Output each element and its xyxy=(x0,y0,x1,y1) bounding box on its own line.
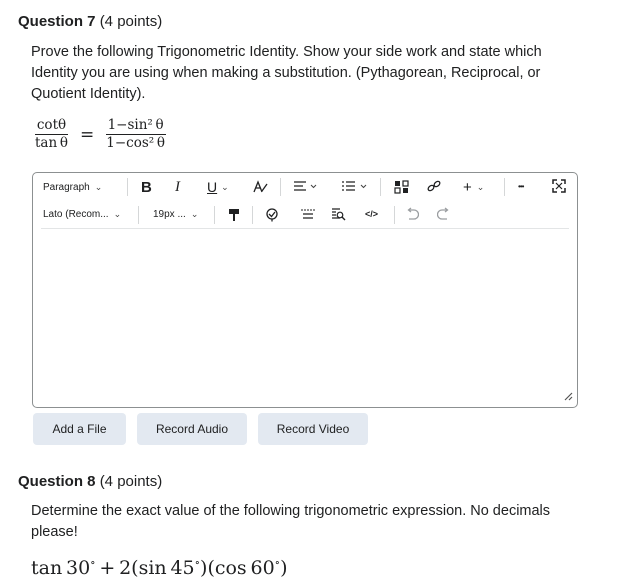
record-audio-button[interactable]: Record Audio xyxy=(137,413,247,445)
toolbar-divider xyxy=(280,178,281,196)
answer-editor[interactable] xyxy=(32,172,578,408)
question-7-prompt: Prove the following Trigonometric Identity. Show your side work and state which Identity you are using when making a substitution. (Pythagorean, Reciprocal, or Quotient Identity). xyxy=(31,44,542,102)
identity-left-denominator: tan θ xyxy=(35,135,68,151)
undo-icon[interactable] xyxy=(405,207,419,224)
degree-symbol: ∘ xyxy=(194,556,201,569)
format-painter-icon[interactable] xyxy=(228,208,240,225)
toolbar-divider xyxy=(252,206,253,224)
italic-button[interactable]: I xyxy=(175,179,180,195)
expression-part-3: )(cos 60 xyxy=(200,557,275,579)
chevron-down-icon: ⌄ xyxy=(190,209,199,219)
accessibility-checker-icon[interactable] xyxy=(265,208,279,225)
insert-stuff-button[interactable] xyxy=(463,179,484,196)
block-format-select[interactable] xyxy=(43,182,102,193)
font-family-value: Lato (Recom... xyxy=(43,209,109,220)
underline-label: U xyxy=(207,179,218,195)
more-actions-icon[interactable]: ••• xyxy=(518,182,524,191)
bold-button[interactable]: B xyxy=(141,179,152,196)
degree-symbol: ∘ xyxy=(90,556,96,569)
chevron-down-icon: ⌄ xyxy=(476,182,485,192)
toolbar-divider xyxy=(394,206,395,224)
font-family-select[interactable] xyxy=(43,209,121,220)
add-file-button[interactable]: Add a File xyxy=(33,413,126,445)
toolbar-bottom-border xyxy=(41,228,569,229)
expression-part-1: tan 30 xyxy=(31,557,91,579)
find-replace-icon[interactable] xyxy=(331,208,347,225)
block-format-value: Paragraph xyxy=(43,182,90,193)
chevron-down-icon: ⌄ xyxy=(94,182,103,192)
text-color-icon[interactable] xyxy=(252,180,268,197)
identity-right-numerator: 1−sin² θ xyxy=(107,117,164,133)
identity-equals: = xyxy=(80,124,95,145)
toolbar-divider xyxy=(214,206,215,224)
chevron-down-icon: ⌄ xyxy=(113,209,122,219)
question-7-points: (4 points) xyxy=(99,13,163,30)
font-size-value: 19px ... xyxy=(153,209,186,220)
question-7-title xyxy=(18,13,162,30)
identity-left-fraction xyxy=(33,118,70,151)
resize-handle-icon[interactable] xyxy=(563,391,573,404)
link-icon[interactable] xyxy=(426,179,442,196)
redo-icon[interactable] xyxy=(437,207,451,224)
identity-right-denominator: 1−cos² θ xyxy=(106,135,166,151)
toolbar-divider xyxy=(504,178,505,196)
fullscreen-icon[interactable] xyxy=(552,179,566,196)
insert-media-icon[interactable] xyxy=(394,180,410,197)
expression-part-4: ) xyxy=(280,557,288,579)
editor-content-area[interactable] xyxy=(41,233,569,389)
question-8-points: (4 points) xyxy=(99,473,163,490)
plus-icon: + xyxy=(463,179,472,196)
source-code-icon[interactable]: </> xyxy=(365,209,379,219)
underline-button[interactable] xyxy=(207,179,229,195)
toolbar-divider xyxy=(127,178,128,196)
chevron-down-icon: ⌄ xyxy=(221,181,229,192)
identity-left-numerator: cotθ xyxy=(36,117,67,133)
list-icon[interactable] xyxy=(342,181,370,196)
font-size-select[interactable] xyxy=(153,209,198,220)
align-icon[interactable] xyxy=(294,181,320,196)
toolbar-divider xyxy=(138,206,139,224)
question-8-prompt: Determine the exact value of the following trigonometric expression. No decimals please! xyxy=(31,503,551,540)
equation-icon[interactable] xyxy=(300,208,316,223)
toolbar-divider xyxy=(380,178,381,196)
trig-identity xyxy=(33,118,167,151)
degree-symbol: ∘ xyxy=(274,556,281,569)
identity-right-fraction xyxy=(104,118,167,151)
question-7-label: Question 7 xyxy=(18,13,96,30)
question-8-label: Question 8 xyxy=(18,473,96,490)
record-video-button[interactable]: Record Video xyxy=(258,413,368,445)
expression-part-2: + 2(sin 45 xyxy=(95,557,195,579)
question-8-title xyxy=(18,473,162,490)
trig-expression xyxy=(31,556,288,579)
